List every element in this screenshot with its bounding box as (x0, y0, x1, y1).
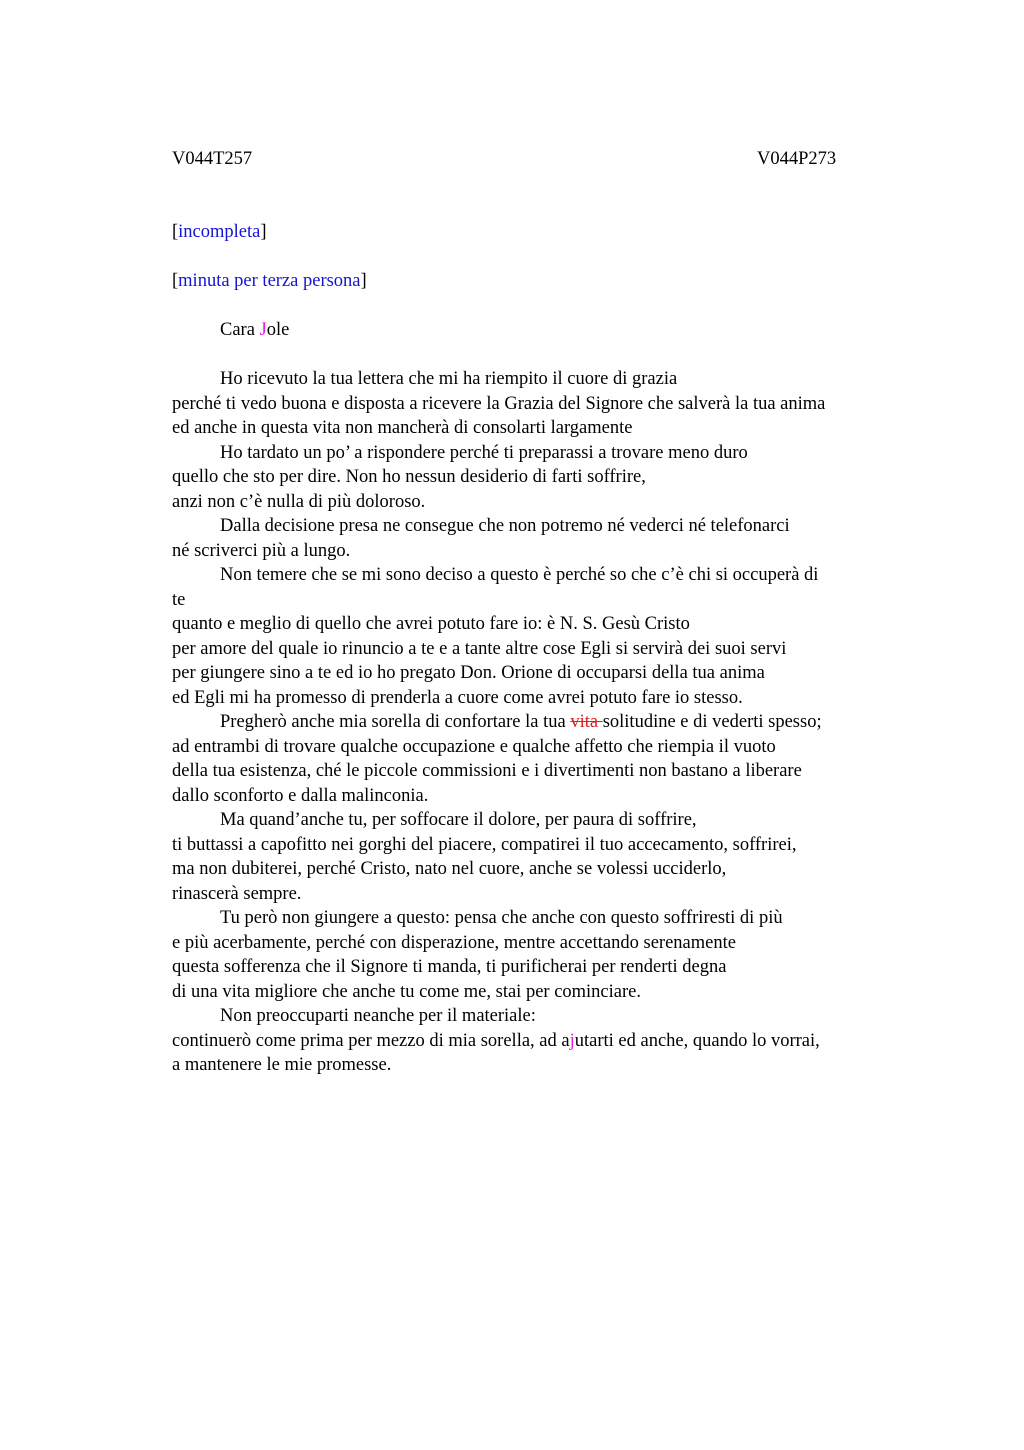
salutation (220, 318, 289, 342)
text-line: ed Egli mi ha promesso di prenderla a cuore come avrei potuto fare io stesso. (172, 687, 743, 708)
text-line: Ho ricevuto la tua lettera che mi ha riempito il cuore di grazia (220, 369, 678, 389)
note-text: incompleta (178, 222, 261, 242)
text-line: Non preoccuparti neanche per il materiale: (220, 1006, 536, 1026)
document-id: V044T257 (172, 149, 253, 169)
text-line-with-deletion (172, 710, 912, 735)
text-line: Ho tardato un po’ a rispondere perché ti preparassi a trovare meno duro (220, 442, 748, 463)
text-line: per amore del quale io rinuncio a te e a tante altre cose Egli si servirà dei suoi servi (172, 638, 787, 659)
text-line: ed anche in questa vita non mancherà di consolarti largamente (172, 418, 633, 438)
editorial-note-incomplete: [incompleta] (172, 222, 267, 242)
text-line: questa sofferenza che il Signore ti manda, ti purificherai per renderti degna (172, 957, 727, 977)
editorial-note-draft: [minuta per terza persona] (172, 271, 367, 291)
text-line: ma non dubiterei, perché Cristo, nato nel cuore, anche se volessi ucciderlo, (172, 859, 727, 879)
text-line: a mantenere le mie promesse. (172, 1055, 392, 1075)
text-line: e più acerbamente, perché con disperazione, mentre accettando serenamente (172, 932, 736, 953)
text-line: per giungere sino a te ed io ho pregato Don. Orione di occuparsi della tua anima (172, 663, 765, 683)
page-id: V044P273 (757, 149, 837, 169)
text-line-with-emendation (172, 1029, 912, 1054)
text-line: anzi non c’è nulla di più doloroso. (172, 491, 426, 512)
line-segment: solitudine e di vederti spesso; (602, 712, 822, 732)
emended-letter: j (569, 1030, 575, 1051)
text-line: dallo sconforto e dalla malinconia. (172, 785, 429, 806)
text-line: perché ti vedo buona e disposta a ricevere la Grazia del Signore che salverà la tua anima (172, 393, 826, 414)
note-text: minuta per terza persona (178, 271, 361, 291)
text-line: ad entrambi di trovare qualche occupazione e qualche affetto che riempia il vuoto (172, 736, 776, 757)
salutation-prefix: Cara (220, 320, 260, 340)
salutation-rest: ole (266, 320, 290, 340)
text-line: quello che sto per dire. Non ho nessun desiderio di farti soffrire, (172, 467, 646, 487)
deleted-word: vita (570, 712, 603, 732)
text-line: Tu però non giungere a questo: pensa che anche con questo soffriresti di più (220, 908, 783, 928)
line-segment: utarti ed anche, quando lo vorrai, (574, 1030, 820, 1051)
text-line: ti buttassi a capofitto nei gorghi del piacere, compatirei il tuo accecamento, soffrirei, (172, 834, 797, 855)
text-line: Non temere che se mi sono deciso a questo è perché so che c’è chi si occuperà di (220, 565, 819, 585)
emended-letter: J (259, 320, 267, 340)
text-line: Dalla decisione presa ne consegue che non potremo né vederci né telefonarci (220, 516, 790, 536)
text-line: Ma quand’anche tu, per soffocare il dolore, per paura di soffrire, (220, 810, 697, 830)
text-line: rinascerà sempre. (172, 883, 302, 904)
text-line: né scriverci più a lungo. (172, 540, 351, 561)
text-line: di una vita migliore che anche tu come me, stai per cominciare. (172, 981, 641, 1002)
line-segment: continuerò come prima per mezzo di mia sorella, ad a (172, 1030, 570, 1051)
line-segment: Pregherò anche mia sorella di confortare la tua (220, 712, 571, 732)
letter-body (172, 367, 912, 1078)
text-line: te (172, 589, 186, 610)
text-line: della tua esistenza, ché le piccole commissioni e i divertimenti non bastano a liberare (172, 761, 802, 781)
text-line: quanto e meglio di quello che avrei potuto fare io: è N. S. Gesù Cristo (172, 614, 690, 634)
